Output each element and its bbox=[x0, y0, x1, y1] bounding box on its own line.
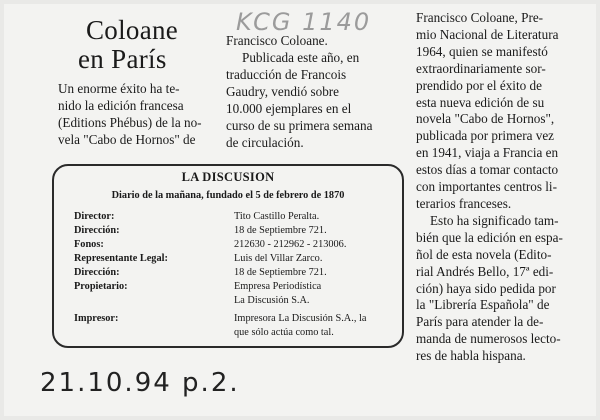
col3-line: mio Nacional de Literatura bbox=[416, 26, 559, 42]
col3-line: en 1941, viaja a Francia en bbox=[416, 145, 559, 161]
masthead-label: Director: bbox=[74, 211, 115, 222]
masthead-value: La Discusión S.A. bbox=[234, 295, 310, 306]
col1-line: (Editions Phébus) de la no- bbox=[58, 115, 202, 130]
col3-line: novela "Cabo de Hornos", bbox=[416, 111, 555, 127]
col3-line: la "Librería Española" de bbox=[416, 297, 550, 313]
headline bbox=[78, 15, 179, 74]
archive-stamp: KCG 1140 bbox=[236, 8, 372, 36]
col2-line: Gaudry, vendió sobre bbox=[226, 84, 340, 99]
col2-line: curso de su primera semana bbox=[226, 118, 373, 133]
col2-line: de circulación. bbox=[226, 135, 304, 150]
headline-line-1: Coloane bbox=[86, 15, 179, 45]
col3-line: París para atender la de- bbox=[416, 314, 544, 330]
col3-line: res de habla hispana. bbox=[416, 348, 526, 364]
masthead-value: 18 de Septiembre 721. bbox=[234, 225, 327, 236]
col3-line: estos días a tomar contacto bbox=[416, 162, 559, 178]
col3-line: 1964, quien se manifestó bbox=[416, 43, 548, 59]
column-1-text bbox=[58, 80, 216, 148]
masthead-value: Empresa Periodística bbox=[234, 281, 322, 292]
col3-line: esta nueva edición de su bbox=[416, 94, 545, 110]
col3-line: ción) haya sido pedida por bbox=[416, 280, 556, 296]
col3-line: con importantes centros li- bbox=[416, 179, 557, 195]
handwritten-date: 21.10.94 p.2. bbox=[40, 368, 240, 398]
col1-line: vela "Cabo de Hornos" de bbox=[58, 132, 196, 147]
col1-line: nido la edición francesa bbox=[58, 98, 184, 113]
col3-line: rial Andrés Bello, 17ª edi- bbox=[416, 263, 554, 279]
col2-line: Francisco Coloane. bbox=[226, 33, 328, 48]
col3-line: Esto ha significado tam- bbox=[430, 212, 559, 228]
masthead-label: Representante Legal: bbox=[74, 253, 168, 264]
col3-line: terarios franceses. bbox=[416, 195, 512, 211]
column-3-text bbox=[416, 10, 586, 365]
col3-line: bién que la edición en espa- bbox=[416, 229, 563, 245]
col3-line: publicada por primera vez bbox=[416, 128, 555, 144]
col2-line: 10.000 ejemplares en el bbox=[226, 101, 352, 116]
masthead-value: Luis del Villar Zarco. bbox=[234, 253, 323, 264]
masthead-value: 18 de Septiembre 721. bbox=[234, 267, 327, 278]
col3-line: ñol de esta novela (Edito- bbox=[416, 246, 552, 262]
masthead-box bbox=[52, 164, 404, 348]
newspaper-clipping bbox=[4, 4, 596, 416]
masthead-label: Fonos: bbox=[74, 239, 104, 250]
col3-line: extraordinariamente sor- bbox=[416, 60, 546, 76]
masthead-label: Impresor: bbox=[74, 313, 119, 324]
col3-line: Francisco Coloane, Pre- bbox=[416, 10, 544, 25]
masthead-label: Dirección: bbox=[74, 267, 120, 278]
col3-line: manda de numerosos lecto- bbox=[416, 331, 561, 347]
col2-line: Publicada este año, en bbox=[242, 50, 360, 65]
col2-line: traducción de Francois bbox=[226, 67, 347, 82]
masthead-value: Tito Castillo Peralta. bbox=[234, 211, 320, 222]
masthead-value: que sólo actúa como tal. bbox=[234, 327, 334, 338]
column-2-text bbox=[226, 32, 402, 151]
masthead-title: LA DISCUSION bbox=[181, 170, 275, 184]
masthead-label: Dirección: bbox=[74, 225, 120, 236]
masthead-value: Impresora La Discusión S.A., la bbox=[234, 313, 367, 324]
col1-line: Un enorme éxito ha te- bbox=[58, 81, 180, 96]
headline-line-2: en París bbox=[78, 44, 167, 74]
masthead-label: Propietario: bbox=[74, 281, 128, 292]
masthead-value: 212630 - 212962 - 213006. bbox=[234, 239, 347, 250]
col3-line: prendido por el éxito de bbox=[416, 77, 542, 93]
masthead-subtitle: Diario de la mañana, fundado el 5 de febrero de 1870 bbox=[111, 190, 345, 201]
